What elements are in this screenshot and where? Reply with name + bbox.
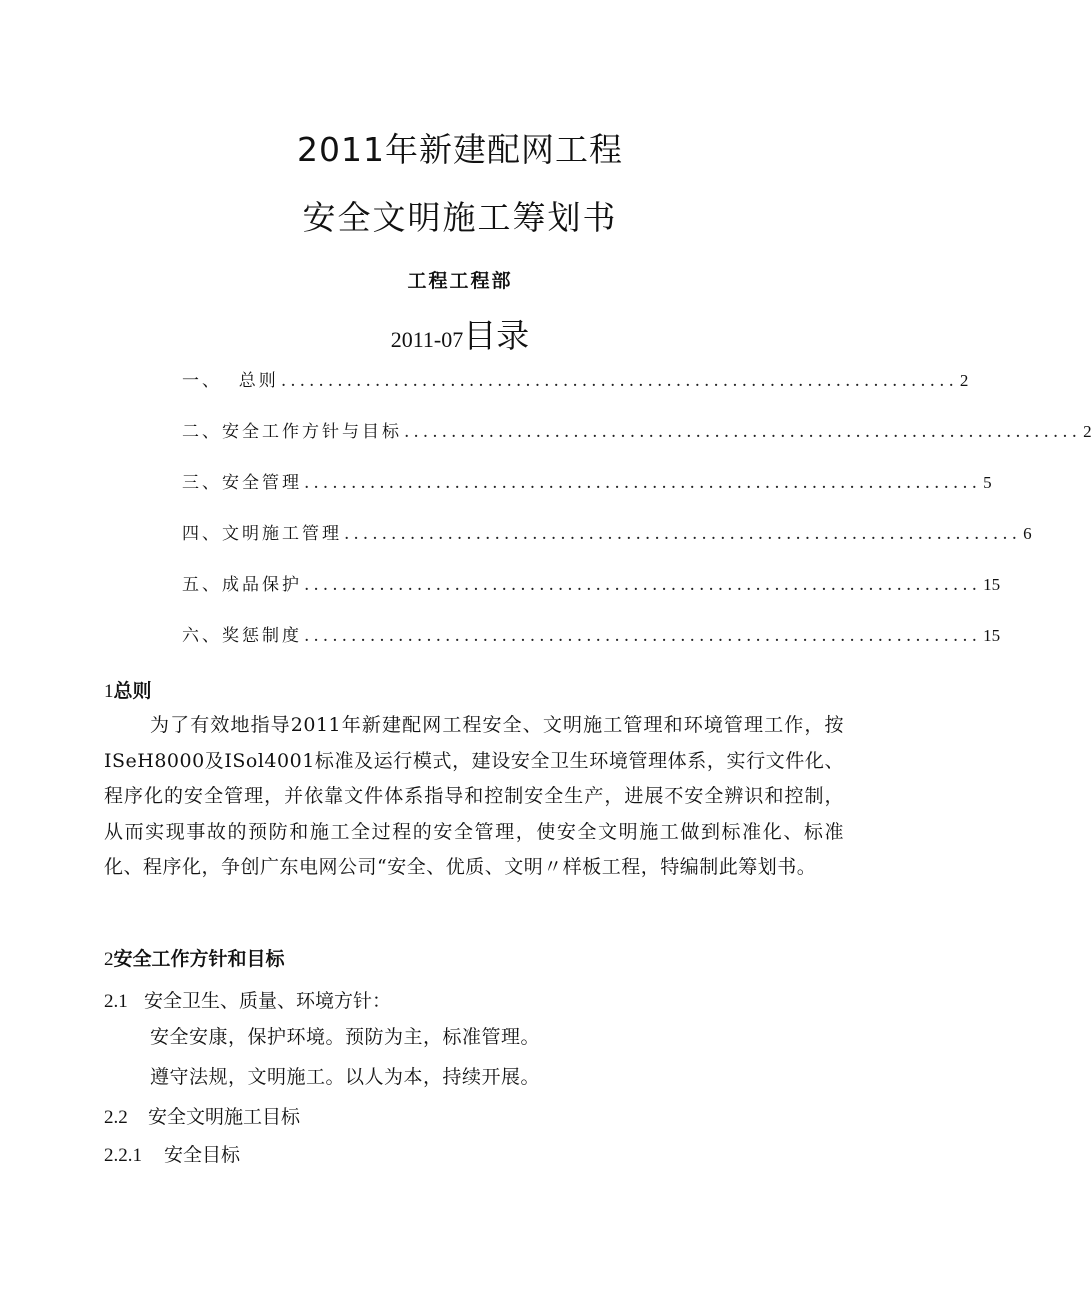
policy-line-2: 遵守法规，文明施工。以人为本，持续开展。 [150, 1066, 541, 1088]
section-1-paragraph: 为了有效地指导2011年新建配网工程安全、文明施工管理和环境管理工作，按ISeH8000及ISol4001标准及运行模式，建设安全卫生环境管理体系，实行文件化、程序化的安全管理，并依靠文件体系指导和控制安全生产，进展不安全辨识和控制，从而实现事故的预防和施工全过程的安全管理，使安全文明施工做到标准化、标准化、程序化，争创广东电网公司“安全、优质、文明〃样板工程，特编制此筹划书。 [104, 714, 844, 878]
subsection-title: 安全卫生、质量、环境方针： [144, 990, 392, 1012]
toc-leader-dots: ........................................................................ [404, 422, 1082, 442]
toc-leader-dots: ........................................................................ [304, 626, 982, 646]
section-number: 1 [104, 681, 114, 702]
toc-item-label: 五、成品保护 [182, 575, 302, 595]
section-title: 总则 [113, 680, 152, 702]
toc-item-label: 二、安全工作方针与目标 [182, 422, 402, 442]
toc-item-page: 6 [1023, 524, 1032, 543]
document-title-line2: 安全文明施工筹划书 [302, 198, 618, 237]
subsection-number: 2.2 [104, 1107, 128, 1128]
section-title: 安全工作方针和目标 [113, 948, 285, 970]
toc-item[interactable] [182, 570, 1001, 600]
subsection-title: 安全目标 [164, 1144, 241, 1166]
toc-leader-dots: ........................................................................ [304, 473, 982, 493]
section-2-heading [104, 944, 285, 971]
section-number: 2 [104, 949, 114, 970]
subsection-title: 安全文明施工目标 [148, 1106, 301, 1128]
toc-item[interactable] [182, 366, 969, 396]
date-toc-line [0, 310, 920, 357]
toc-item[interactable] [182, 519, 1032, 549]
toc-item-page: 15 [983, 575, 1001, 594]
toc-item[interactable] [182, 621, 1001, 651]
toc-item-page: 2 [959, 371, 969, 390]
policy-line-1: 安全安康，保护环境。预防为主，标准管理。 [150, 1026, 541, 1048]
toc-item-label: 一、 总则 [182, 371, 279, 391]
toc-leader-dots: ........................................................................ [304, 575, 982, 595]
toc-item-label: 三、安全管理 [182, 473, 302, 493]
toc-item-page: 2 [1083, 422, 1092, 441]
toc-item[interactable] [182, 468, 992, 498]
subsection-2-2 [104, 1102, 300, 1129]
toc-leader-dots: ........................................................................ [280, 371, 958, 391]
department-name: 工程工程部 [407, 270, 513, 292]
subsection-2-2-1 [104, 1140, 240, 1167]
toc-item-page: 15 [983, 626, 1001, 645]
toc-title: 目录 [463, 316, 530, 355]
toc-item-label: 六、奖惩制度 [182, 626, 302, 646]
toc-item[interactable] [182, 417, 1092, 447]
toc-leader-dots: ........................................................................ [344, 524, 1022, 544]
subsection-number: 2.1 [104, 991, 128, 1012]
document-date: 2011-07 [390, 327, 464, 352]
document-title-line1: 2011年新建配网工程 [297, 130, 623, 169]
subsection-number: 2.2.1 [104, 1145, 142, 1166]
section-1-heading [104, 676, 152, 703]
toc-item-page: 5 [983, 473, 992, 492]
toc-item-label: 四、文明施工管理 [182, 524, 342, 544]
subsection-2-1 [104, 986, 391, 1013]
